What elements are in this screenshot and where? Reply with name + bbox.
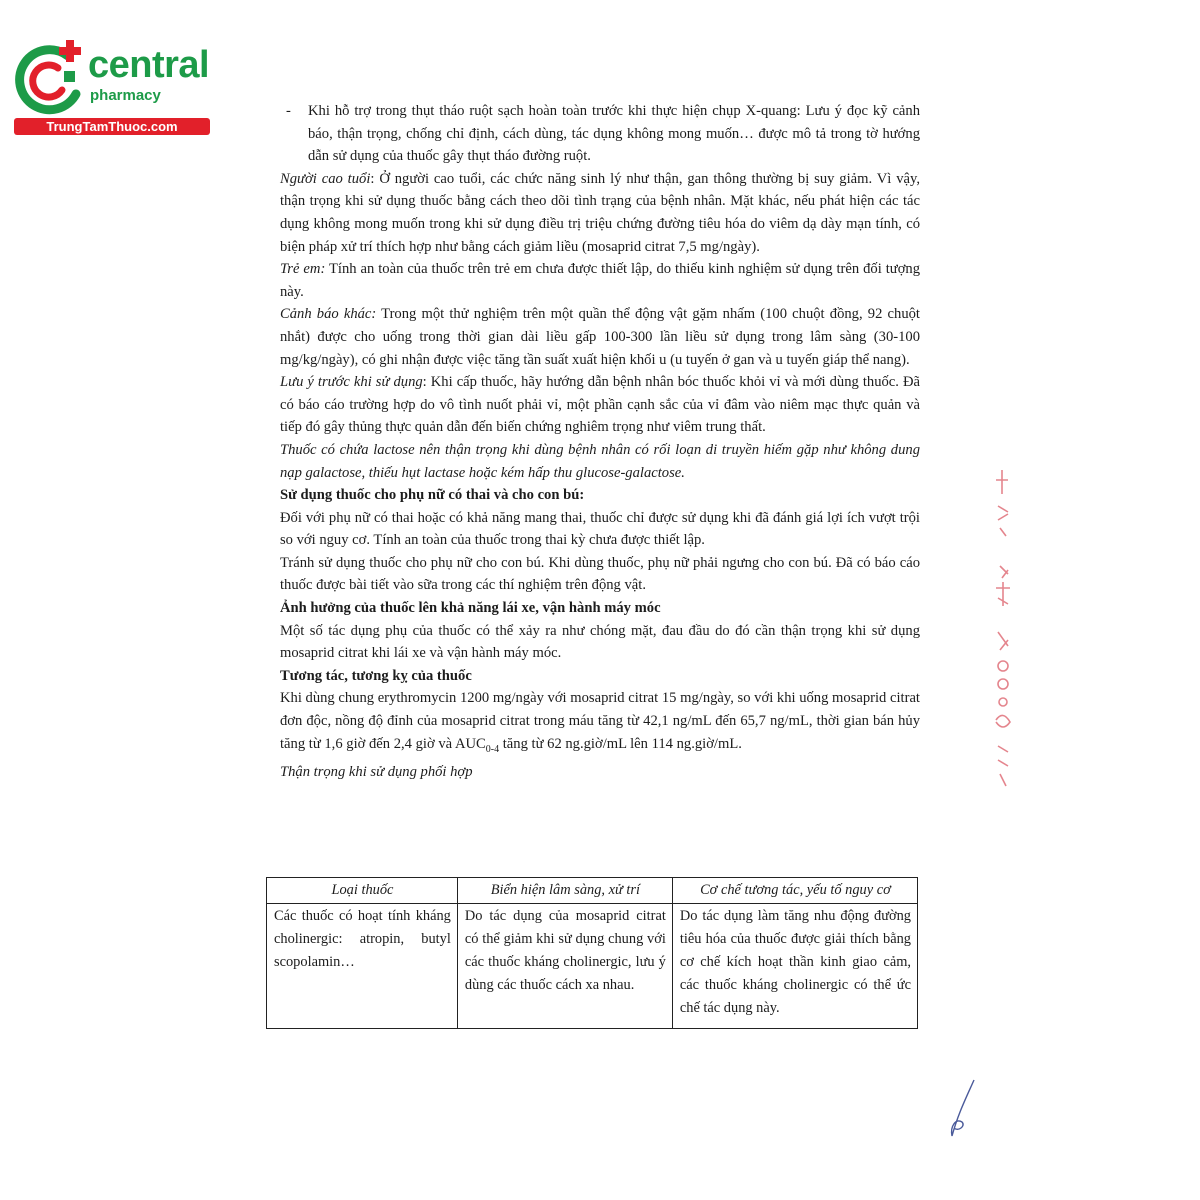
interaction-table xyxy=(266,877,918,1029)
table-cell: Các thuốc có hoạt tính kháng cholinergic: atropin, butyl scopolamin… xyxy=(267,904,458,1029)
table-header-row xyxy=(267,878,918,904)
table-cell: Do tác dụng của mosaprid citrat có thể giảm khi sử dụng chung với các thuốc kháng cholinergic, lưu ý dùng các thuốc cách xa nhau. xyxy=(457,904,672,1029)
heading-driving: Ảnh hưởng của thuốc lên khả năng lái xe, vận hành máy móc xyxy=(280,600,661,617)
bullet-xray-text: Khi hỗ trợ trong thụt tháo ruột sạch hoàn toàn trước khi thực hiện chụp X-quang: Lưu ý đọc kỹ cảnh báo, thận trọng, chống chỉ định, cách dùng, tác dụng không mong muốn… được mô tả trong tờ hướng dẫn sử dụng của thuốc gây thụt tháo đường ruột. xyxy=(308,103,920,165)
table-cell: Do tác dụng làm tăng nhu động đường tiêu hóa của thuốc được giải thích bằng cơ chế kích hoạt thần kinh giao cảm, các thuốc kháng cholinergic có thể ức chế tác dụng này. xyxy=(672,904,917,1029)
logo-mark-icon xyxy=(10,38,90,118)
paragraph-pregnancy-2: Tránh sử dụng thuốc cho phụ nữ cho con bú. Khi dùng thuốc, phụ nữ phải ngưng cho con bú. Đã có báo cáo thuốc được bài tiết vào sữa trong các thí nghiệm trên động vật. xyxy=(280,554,920,594)
logo-tagline: pharmacy xyxy=(90,87,161,104)
label-other-warning: Cảnh báo khác: xyxy=(280,306,377,323)
paragraph-driving: Một số tác dụng phụ của thuốc có thể xảy ra như chóng mặt, đau đầu do đó cần thận trọng khi sử dụng mosaprid citrat khi lái xe và vận hành máy móc. xyxy=(280,622,920,662)
table-header: Cơ chế tương tác, yếu tố nguy cơ xyxy=(672,878,917,904)
paragraph-elderly xyxy=(280,168,920,258)
heading-interaction: Tương tác, tương kỵ của thuốc xyxy=(280,667,472,684)
paragraph-other-warning xyxy=(280,303,920,371)
text-children: Tính an toàn của thuốc trên trẻ em chưa được thiết lập, do thiếu kinh nghiệm sử dụng trên đối tượng này. xyxy=(280,261,921,300)
text-elderly: : Ở người cao tuổi, các chức năng sinh lý như thận, gan thông thường bị suy giảm. Vì vậy, thận trọng khi sử dụng thuốc bằng cách theo dõi tình trạng của bệnh nhân. Mặt khác, nếu phát hiện các tác dụng không mong muốn trong khi sử dụng điều trị triệu chứng đường tiêu hóa do viêm dạ dày mạn tính, có biện pháp xử trí thích hợp như bằng cách giảm liều (mosaprid citrat 7,5 mg/ngày). xyxy=(280,170,920,255)
text-interaction-2: tăng từ 62 ng.giờ/mL lên 114 ng.giờ/mL. xyxy=(499,735,742,752)
table-header: Biển hiện lâm sàng, xử trí xyxy=(457,878,672,904)
bullet-dash: - xyxy=(286,103,291,119)
label-elderly: Người cao tuổi xyxy=(280,170,371,187)
document-body xyxy=(280,100,920,784)
text-other-warning: Trong một thử nghiệm trên một quần thể động vật gặm nhấm (100 chuột đồng, 92 chuột nhắt) được cho uống trong thời gian dài liều gấp 100-300 lần liều sử dụng trong lâm sàng (30-100 mg/kg/ngày), có ghi nhận được việc tăng tần suất xuất hiện khối u (u tuyến ở gan và u tuyến giáp thể nang). xyxy=(280,306,920,368)
signature-mark xyxy=(944,1078,980,1140)
table-caption: Thận trọng khi sử dụng phối hợp xyxy=(280,764,473,781)
table-row xyxy=(267,904,918,1029)
text-interaction-1: Khi dùng chung erythromycin 1200 mg/ngày với mosaprid citrat 15 mg/ngày, so với khi uống mosaprid citrat đơn độc, nồng độ đỉnh của mosaprid citrat trong máu tăng từ 42,1 ng/mL đến 65,7 ng/mL, thời gian bán hủy tăng từ 1,6 giờ đến 2,4 giờ và AUC xyxy=(280,690,920,752)
paragraph-children xyxy=(280,258,920,303)
paragraph-before-use xyxy=(280,371,920,439)
bullet-xray xyxy=(280,100,920,168)
paragraph-pregnancy-1: Đối với phụ nữ có thai hoặc có khả năng mang thai, thuốc chỉ được sử dụng khi đã đánh giá lợi ích vượt trội so với nguy cơ. Tính an toàn của thuốc trong thai kỳ chưa được thiết lập. xyxy=(280,509,920,549)
paragraph-interaction xyxy=(280,687,920,761)
auc-subscript: 0-4 xyxy=(485,743,500,755)
heading-pregnancy: Sử dụng thuốc cho phụ nữ có thai và cho con bú: xyxy=(280,487,585,504)
red-stamp-mark xyxy=(990,470,1020,790)
text-before-use: : Khi cấp thuốc, hãy hướng dẫn bệnh nhân bóc thuốc khỏi vỉ và mới dùng thuốc. Đã có báo cáo trường hợp do vô tình nuốt phải vỉ, một phần cạnh sắc của vỉ đâm vào niêm mạc thực quản và tiếp đó gây thủng thực quản dẫn đến biến chứng nghiêm trọng như viêm trung thất. xyxy=(280,374,920,436)
logo-website: TrungTamThuoc.com xyxy=(14,118,210,135)
label-before-use: Lưu ý trước khi sử dụng xyxy=(280,374,423,391)
paragraph-lactose: Thuốc có chứa lactose nên thận trọng khi dùng bệnh nhân có rối loạn di truyền hiếm gặp như không dung nạp galactose, thiếu hụt lactase hoặc kém hấp thu glucose-galactose. xyxy=(280,441,920,481)
label-children: Trẻ em: xyxy=(280,261,326,278)
table-header: Loại thuốc xyxy=(267,878,458,904)
logo-brand: central xyxy=(88,44,210,86)
